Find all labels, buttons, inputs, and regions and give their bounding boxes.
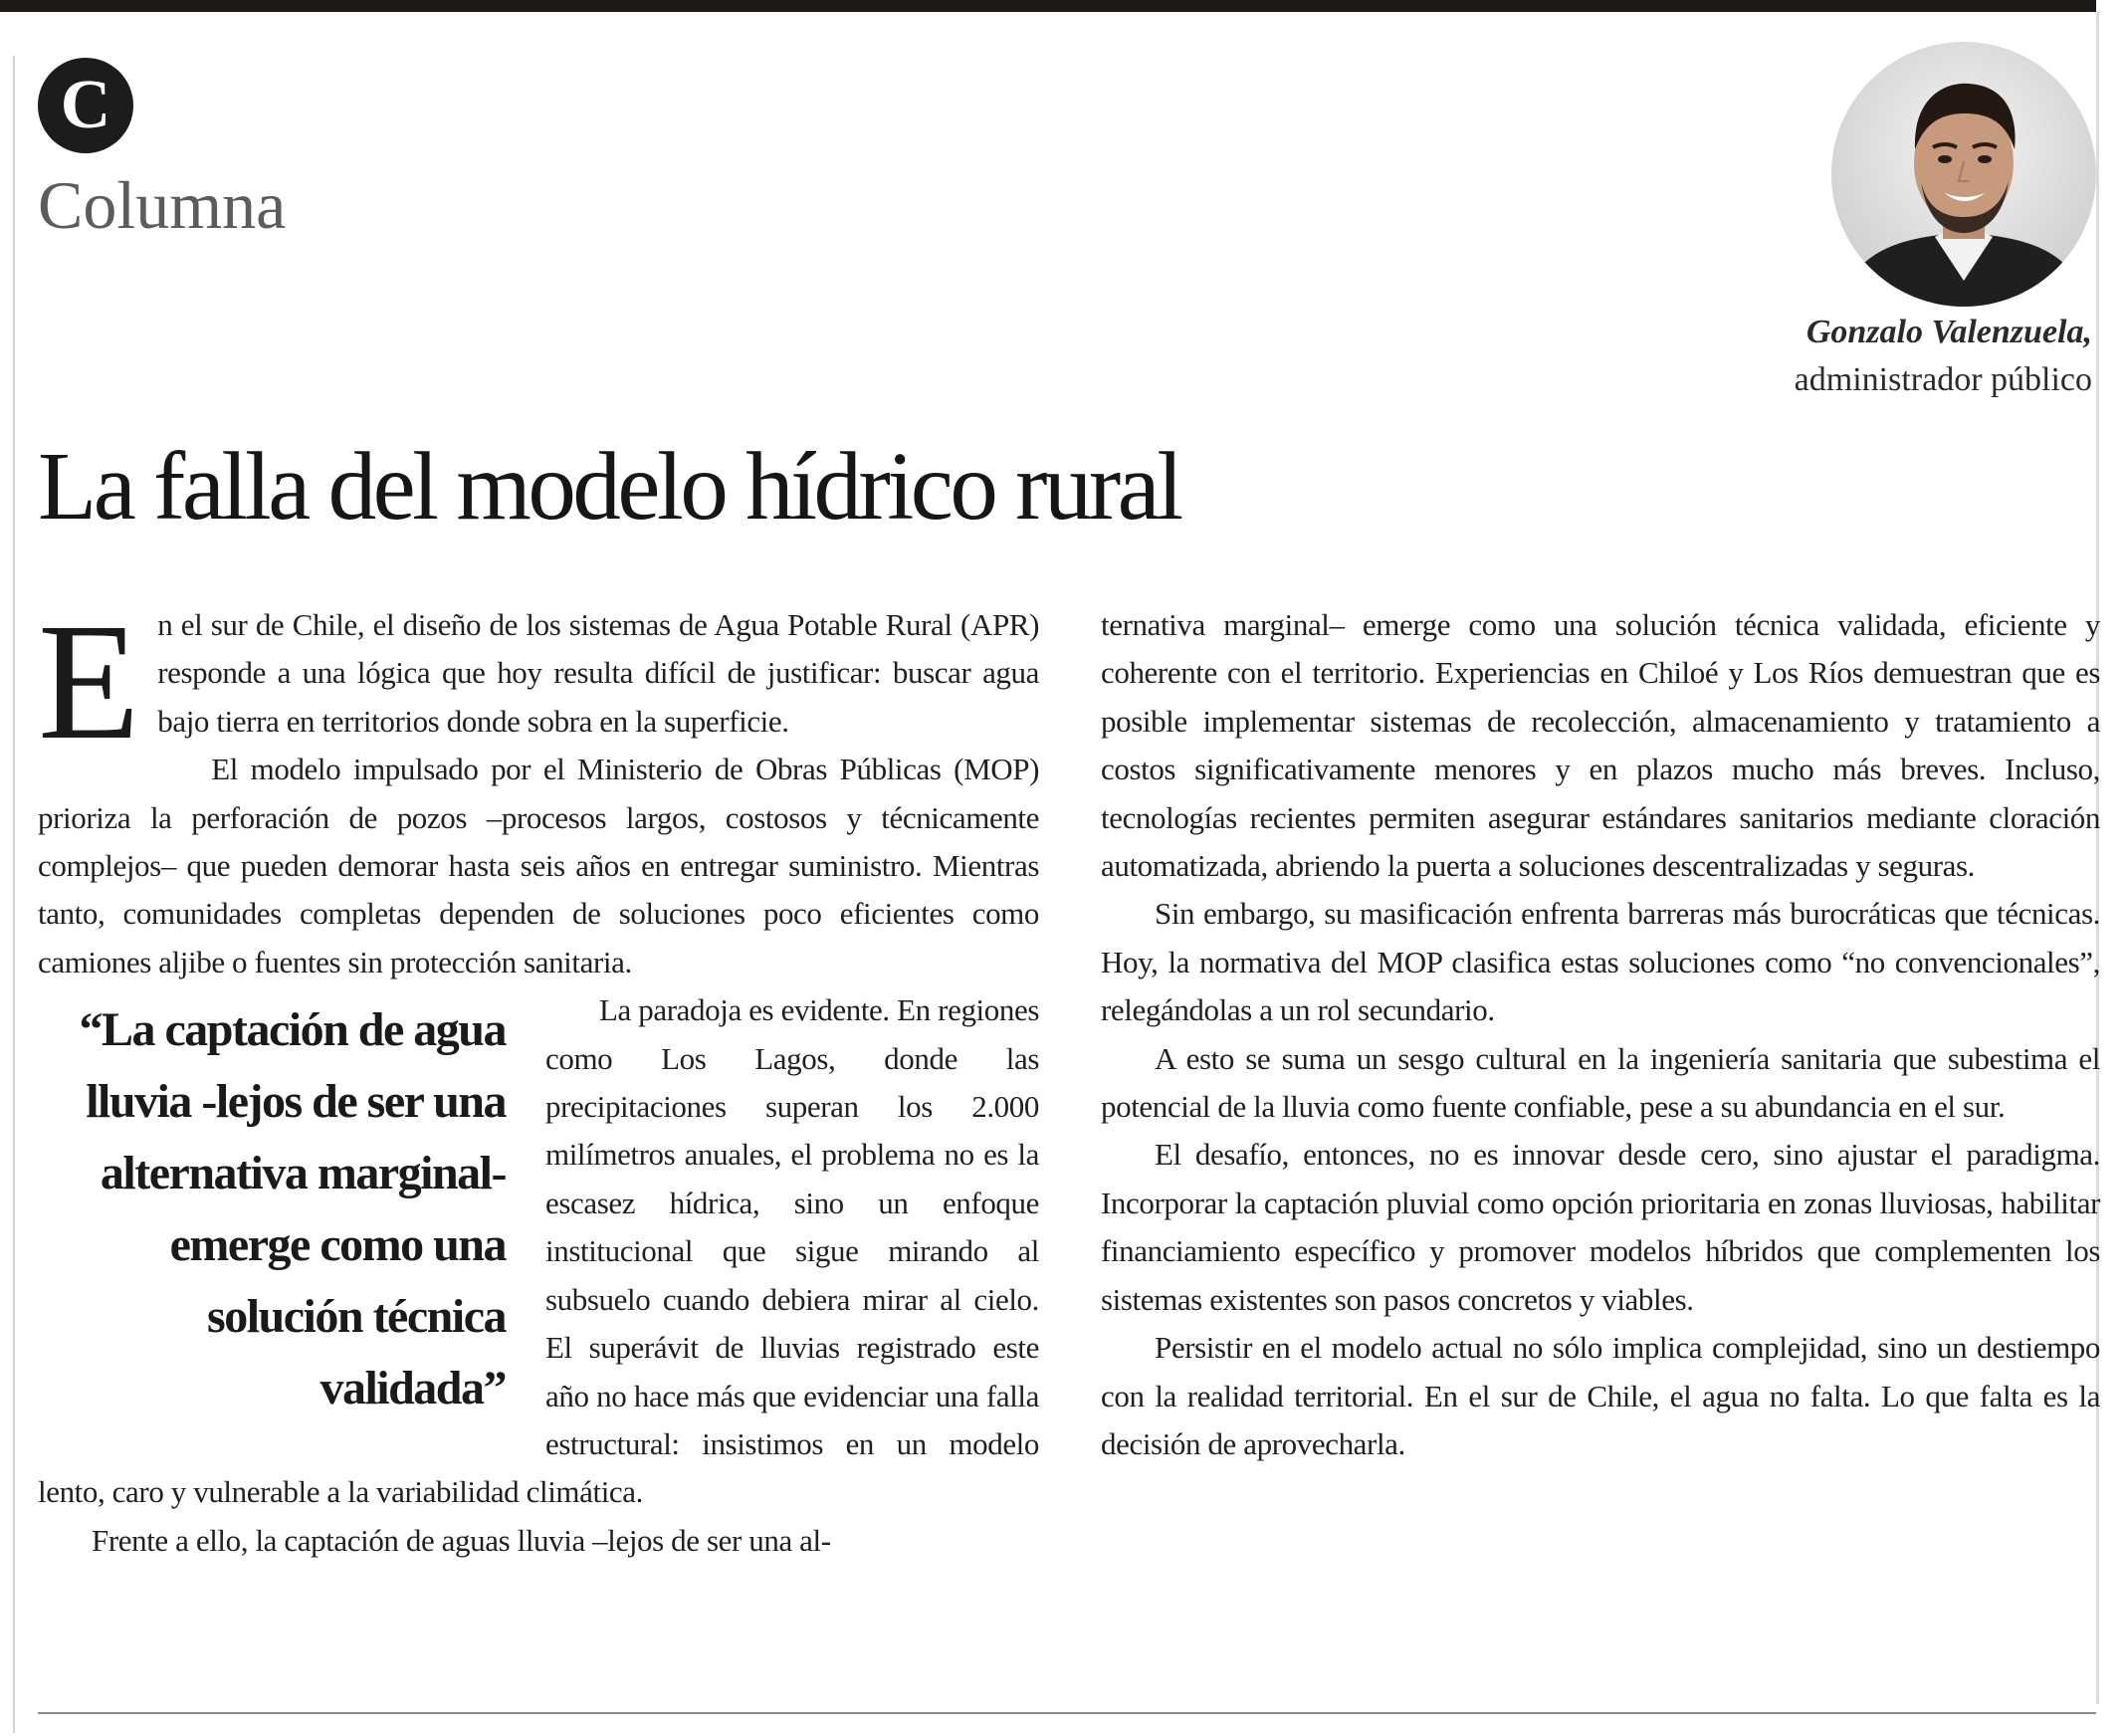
left-border-rule — [13, 56, 15, 1733]
section-label: Columna — [38, 167, 287, 243]
pull-quote: “La captación de agua lluvia -lejos de ser una alternativa marginal- emerge como una solución técnica validada” — [79, 1003, 506, 1415]
paragraph-4-start: Frente a ello, la captación de aguas lluvia –lejos de ser una al- — [92, 1522, 831, 1558]
paragraph-5: Sin embargo, su masificación enfrenta barreras más burocráticas que técnicas. Hoy, la normativa del MOP clasifica estas soluciones como “no convencionales”, relegándolas a un rol secundario. — [1101, 896, 2100, 1028]
top-rule — [0, 0, 2096, 12]
paragraph-8: Persistir en el modelo actual no sólo implica complejidad, sino un destiempo con la realidad territorial. En el sur de Chile, el agua no falta. Lo que falta es la decisión de aprovecharla. — [1101, 1330, 2100, 1461]
paragraph-4-continued: ternativa marginal– emerge como una solución técnica validada, eficiente y coherente con el territorio. Experiencias en Chiloé y Los Ríos demuestran que es posible implementar sistemas de recolección, almacenamiento y tratamiento a costos significativamente menores y en plazos mucho más breves. Incluso, tecnologías recientes permiten asegurar estándares sanitarios mediante cloración automatizada, abriendo la puerta a soluciones descentralizadas y seguras. — [1101, 607, 2100, 884]
article-column-left — [38, 589, 1039, 1565]
drop-cap: E — [38, 589, 140, 774]
paragraph-7: El desafío, entonces, no es innovar desde cero, sino ajustar el paradigma. Incorporar la captación pluvial como opción prioritaria en zonas lluviosas, habilitar financiamiento específico y promover modelos híbridos que complementen los sistemas existentes son pasos concretos y viables. — [1101, 1137, 2100, 1317]
paragraph-6: A esto se suma un sesgo cultural en la ingeniería sanitaria que subestima el potencial de la lluvia como fuente confiable, pese a su abundancia en el sur. — [1101, 1040, 2100, 1125]
author-role: administrador público — [1794, 361, 2092, 398]
paragraph-2: El modelo impulsado por el Ministerio de Obras Públicas (MOP) prioriza la perforación de pozos –procesos largos, costosos y técnicamente complejos– que pueden demorar hasta seis años en entregar suministro. Mientras tanto, comunidades completas dependen de soluciones poco eficientes como camiones aljibe o fuentes sin protección sanitaria. — [38, 752, 1039, 979]
section-badge: C — [38, 58, 133, 153]
bottom-rule — [38, 1712, 2096, 1714]
paragraph-3-text: La paradoja es evidente. En regiones como Los Lagos, donde las precipitaciones superan los 2.000 milímetros anuales, el problema no es la escasez hídrica, sino un enfoque institucional que sigue mirando al subsuelo cuando debiera mirar al cielo. El superávit de lluvias registrado este año no hace más que evidenciar una falla estructural: insistimos en un modelo lento, caro y vulnerable a la variabilidad climática. — [38, 992, 1039, 1510]
paragraph-1 — [38, 589, 1039, 774]
paragraph-3 — [38, 986, 1039, 1516]
headline: La falla del modelo hídrico rural — [38, 433, 1180, 540]
paragraph-1-text: n el sur de Chile, el diseño de los sistemas de Agua Potable Rural (APR) responde a una lógica que hoy resulta difícil de justificar: buscar agua bajo tierra en territorios donde sobra en la superficie. — [157, 607, 1039, 739]
article-column-right — [1101, 601, 2100, 1468]
author-portrait — [1831, 42, 2096, 307]
author-name: Gonzalo Valenzuela, — [1806, 314, 2092, 350]
